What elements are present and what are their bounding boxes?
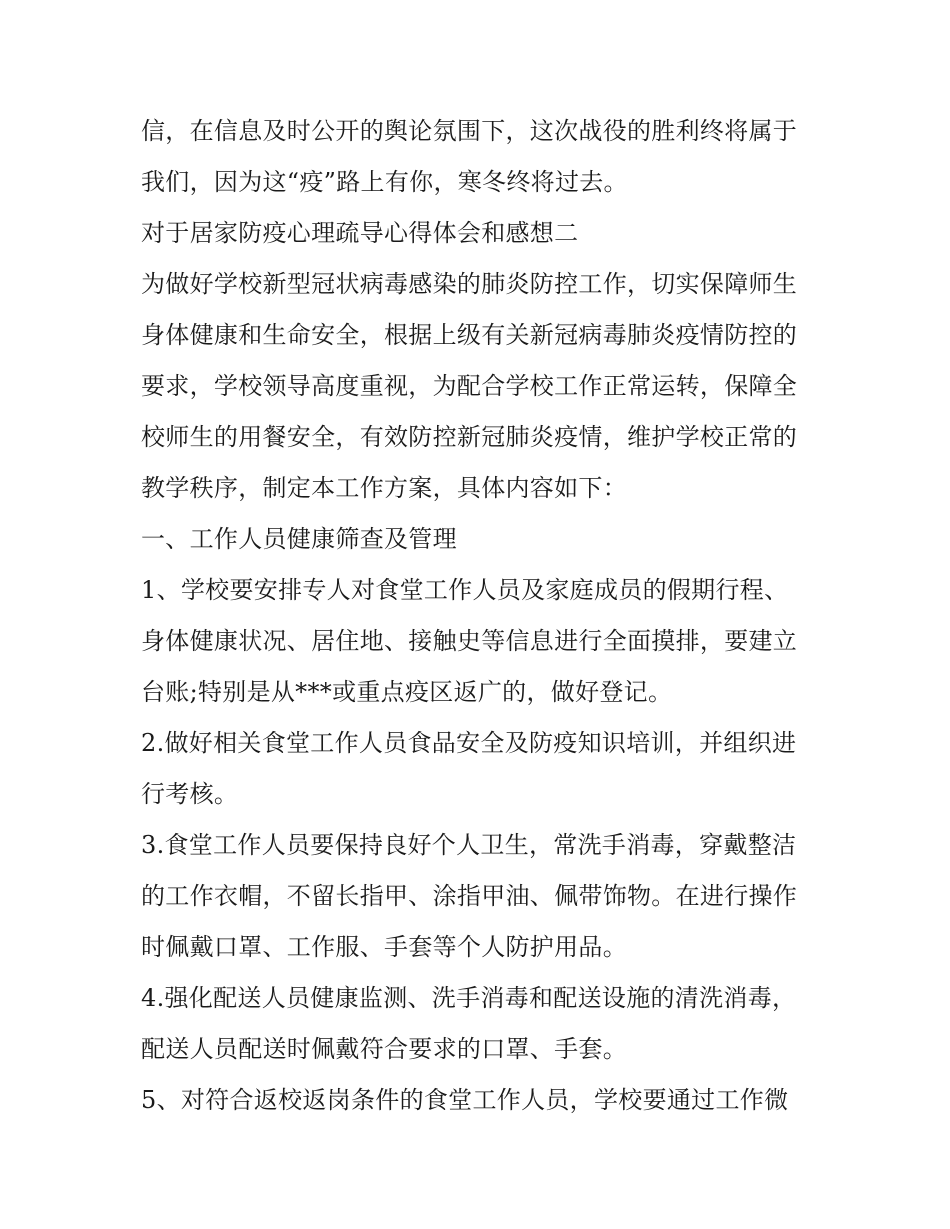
text-line: 为做好学校新型冠状病毒感染的肺炎防控工作，切实保障师生 — [141, 270, 798, 298]
text-line: 要求，学校领导高度重视，为配合学校工作正常运转，保障全 — [141, 372, 798, 400]
text-line: 身体健康状况、居住地、接触史等信息进行全面摸排，要建立 — [141, 627, 798, 655]
list-item-line: 2.做好相关食堂工作人员食品安全及防疫知识培训，并组织进 — [141, 729, 797, 757]
text-line: 教学秩序，制定本工作方案，具体内容如下： — [141, 474, 627, 502]
list-item-line: 1、学校要安排专人对食堂工作人员及家庭成员的假期行程、 — [141, 576, 789, 604]
text-line: 校师生的用餐安全，有效防控新冠肺炎疫情，维护学校正常的 — [141, 423, 798, 451]
text-line: 行考核。 — [141, 780, 239, 808]
section-heading: 对于居家防疫心理疏导心得体会和感想二 — [141, 219, 579, 247]
text-line: 时佩戴口罩、工作服、手套等个人防护用品。 — [141, 933, 627, 961]
list-item-line: 4.强化配送人员健康监测、洗手消毒和配送设施的清洗消毒， — [141, 984, 797, 1012]
text-line: 身体健康和生命安全，根据上级有关新冠病毒肺炎疫情防控的 — [141, 321, 798, 349]
subsection-heading: 一、工作人员健康筛查及管理 — [141, 525, 457, 553]
text-line: 我们，因为这“疫”路上有你，寒冬终将过去。 — [141, 168, 628, 196]
text-line: 配送人员配送时佩戴符合要求的口罩、手套。 — [141, 1035, 627, 1063]
document-body — [141, 106, 821, 1126]
list-item-line: 5、对符合返校返岗条件的食堂工作人员，学校要通过工作微 — [141, 1086, 789, 1114]
list-item-line: 3.食堂工作人员要保持良好个人卫生，常洗手消毒，穿戴整洁 — [141, 831, 797, 859]
text-line: 台账;特别是从***或重点疫区返广的，做好登记。 — [141, 678, 673, 706]
text-line: 信，在信息及时公开的舆论氛围下，这次战役的胜利终将属于 — [141, 117, 798, 145]
text-line: 的工作衣帽，不留长指甲、涂指甲油、佩带饰物。在进行操作 — [141, 882, 798, 910]
